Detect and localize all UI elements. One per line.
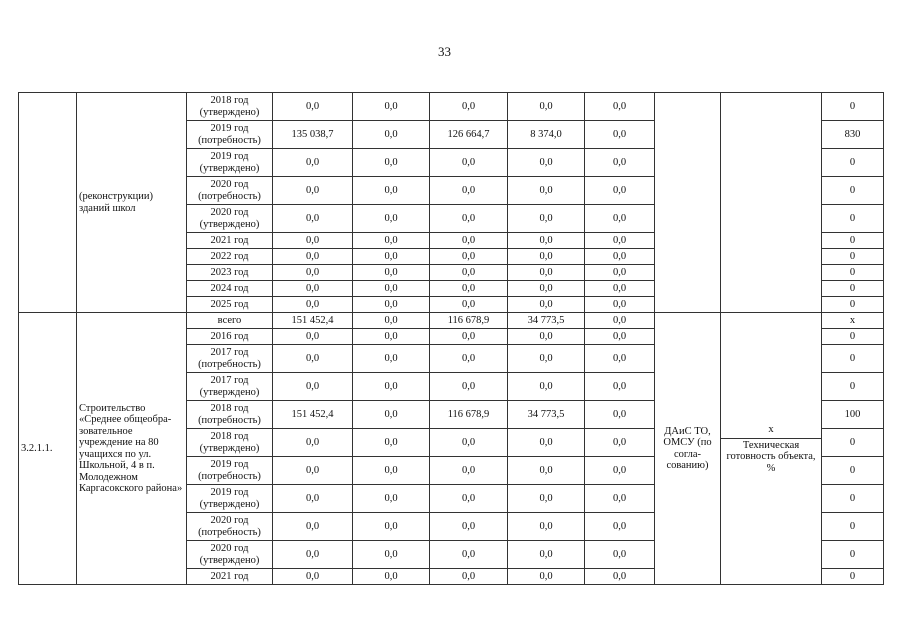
year-cell: 2017 год (потребность) bbox=[187, 345, 273, 373]
amount-cell: 0,0 bbox=[273, 205, 353, 233]
amount-cell: 0,0 bbox=[585, 121, 655, 149]
amount-cell: 0,0 bbox=[273, 249, 353, 265]
amount-cell: 0,0 bbox=[353, 265, 430, 281]
amount-cell: 0,0 bbox=[353, 329, 430, 345]
year-cell: 2018 год (утверждено) bbox=[187, 93, 273, 121]
amount-cell: 0,0 bbox=[353, 149, 430, 177]
amount-cell: 0,0 bbox=[585, 457, 655, 485]
amount-cell: 0,0 bbox=[273, 233, 353, 249]
amount-cell: 0,0 bbox=[508, 149, 585, 177]
amount-cell: 0,0 bbox=[508, 249, 585, 265]
year-cell: 2022 год bbox=[187, 249, 273, 265]
amount-cell: 0,0 bbox=[430, 345, 508, 373]
amount-cell: 0,0 bbox=[430, 233, 508, 249]
amount-cell: 0,0 bbox=[273, 329, 353, 345]
budget-table bbox=[18, 92, 884, 585]
amount-cell: 0,0 bbox=[508, 569, 585, 585]
year-cell: 2021 год bbox=[187, 569, 273, 585]
amount-cell: 0,0 bbox=[353, 345, 430, 373]
amount-cell: 0,0 bbox=[508, 485, 585, 513]
amount-cell: 0,0 bbox=[585, 485, 655, 513]
year-cell: 2019 год (утверждено) bbox=[187, 149, 273, 177]
amount-cell: 0,0 bbox=[430, 429, 508, 457]
indicator-value-cell: 0 bbox=[822, 329, 884, 345]
year-cell: 2019 год (утверждено) bbox=[187, 485, 273, 513]
amount-cell: 0,0 bbox=[585, 569, 655, 585]
amount-cell: 0,0 bbox=[353, 513, 430, 541]
amount-cell: 0,0 bbox=[353, 485, 430, 513]
activity-name-cell: (реконструкции) зданий школ bbox=[77, 93, 187, 313]
amount-cell: 0,0 bbox=[353, 249, 430, 265]
amount-cell: 0,0 bbox=[508, 281, 585, 297]
amount-cell: 0,0 bbox=[353, 457, 430, 485]
amount-cell: 0,0 bbox=[585, 249, 655, 265]
indicator-cell bbox=[721, 93, 822, 313]
amount-cell: 0,0 bbox=[430, 149, 508, 177]
year-cell: 2023 год bbox=[187, 265, 273, 281]
amount-cell: 0,0 bbox=[585, 281, 655, 297]
amount-cell: 0,0 bbox=[353, 121, 430, 149]
amount-cell: 0,0 bbox=[585, 297, 655, 313]
amount-cell: 0,0 bbox=[508, 329, 585, 345]
amount-cell: 0,0 bbox=[273, 297, 353, 313]
amount-cell: 0,0 bbox=[508, 345, 585, 373]
page-number: 33 bbox=[438, 44, 451, 59]
amount-cell: 0,0 bbox=[430, 249, 508, 265]
amount-cell: 0,0 bbox=[585, 205, 655, 233]
table-row bbox=[19, 313, 884, 329]
amount-cell: 0,0 bbox=[273, 93, 353, 121]
amount-cell: 0,0 bbox=[273, 373, 353, 401]
amount-cell: 0,0 bbox=[430, 177, 508, 205]
amount-cell: 0,0 bbox=[430, 485, 508, 513]
amount-cell: 0,0 bbox=[585, 93, 655, 121]
amount-cell: 0,0 bbox=[273, 429, 353, 457]
amount-cell: 0,0 bbox=[430, 457, 508, 485]
executor-cell: ДАиС ТО, ОМСУ (по согла-сованию) bbox=[655, 313, 721, 585]
year-cell: 2021 год bbox=[187, 233, 273, 249]
year-cell: 2020 год (потребность) bbox=[187, 513, 273, 541]
year-cell: 2017 год (утверждено) bbox=[187, 373, 273, 401]
amount-cell: 0,0 bbox=[273, 345, 353, 373]
year-cell: 2020 год (потребность) bbox=[187, 177, 273, 205]
year-cell: 2019 год (потребность) bbox=[187, 121, 273, 149]
amount-cell: 126 664,7 bbox=[430, 121, 508, 149]
activity-name-cell: Строительство «Среднее общеобра-зовательное учреждение на 80 учащихся по ул. Школьной, 4 в п. Молодежном Каргасокского района» bbox=[77, 313, 187, 585]
row-code-cell bbox=[19, 93, 77, 313]
amount-cell: 0,0 bbox=[430, 265, 508, 281]
amount-cell: 0,0 bbox=[353, 205, 430, 233]
indicator-value-cell: 830 bbox=[822, 121, 884, 149]
indicator-value-cell: 0 bbox=[822, 281, 884, 297]
amount-cell: 0,0 bbox=[353, 313, 430, 329]
amount-cell: 0,0 bbox=[585, 149, 655, 177]
amount-cell: 0,0 bbox=[508, 265, 585, 281]
amount-cell: 0,0 bbox=[273, 149, 353, 177]
indicator-value-cell: 0 bbox=[822, 513, 884, 541]
amount-cell: 0,0 bbox=[585, 401, 655, 429]
table-row bbox=[19, 93, 884, 121]
amount-cell: 0,0 bbox=[508, 541, 585, 569]
indicator-value-cell: 0 bbox=[822, 249, 884, 265]
amount-cell: 0,0 bbox=[430, 281, 508, 297]
amount-cell: 0,0 bbox=[585, 329, 655, 345]
amount-cell: 0,0 bbox=[273, 281, 353, 297]
amount-cell: 0,0 bbox=[273, 485, 353, 513]
year-cell: 2018 год (утверждено) bbox=[187, 429, 273, 457]
amount-cell: 0,0 bbox=[585, 429, 655, 457]
indicator-value-cell: 0 bbox=[822, 149, 884, 177]
amount-cell: 135 038,7 bbox=[273, 121, 353, 149]
amount-cell: 0,0 bbox=[585, 373, 655, 401]
amount-cell: 151 452,4 bbox=[273, 313, 353, 329]
amount-cell: 0,0 bbox=[585, 541, 655, 569]
amount-cell: 0,0 bbox=[273, 265, 353, 281]
amount-cell: 0,0 bbox=[585, 233, 655, 249]
amount-cell: 0,0 bbox=[508, 205, 585, 233]
amount-cell: 0,0 bbox=[508, 457, 585, 485]
amount-cell: 34 773,5 bbox=[508, 401, 585, 429]
indicator-value-cell: 0 bbox=[822, 485, 884, 513]
amount-cell: 0,0 bbox=[508, 233, 585, 249]
year-cell: 2020 год (утверждено) bbox=[187, 205, 273, 233]
amount-cell: 0,0 bbox=[353, 297, 430, 313]
amount-cell: 0,0 bbox=[585, 513, 655, 541]
indicator-value-cell: 0 bbox=[822, 233, 884, 249]
amount-cell: 0,0 bbox=[430, 373, 508, 401]
indicator-value-cell: x bbox=[822, 313, 884, 329]
amount-cell: 0,0 bbox=[353, 401, 430, 429]
indicator-value-cell: 0 bbox=[822, 541, 884, 569]
amount-cell: 0,0 bbox=[273, 513, 353, 541]
amount-cell: 0,0 bbox=[353, 233, 430, 249]
year-cell: 2018 год (потребность) bbox=[187, 401, 273, 429]
year-cell: 2025 год bbox=[187, 297, 273, 313]
amount-cell: 151 452,4 bbox=[273, 401, 353, 429]
amount-cell: 0,0 bbox=[430, 297, 508, 313]
amount-cell: 0,0 bbox=[430, 205, 508, 233]
indicator-value-cell: 0 bbox=[822, 297, 884, 313]
amount-cell: 0,0 bbox=[273, 177, 353, 205]
indicator-value-cell: 0 bbox=[822, 429, 884, 457]
amount-cell: 0,0 bbox=[508, 513, 585, 541]
amount-cell: 0,0 bbox=[273, 569, 353, 585]
amount-cell: 0,0 bbox=[508, 177, 585, 205]
amount-cell: 34 773,5 bbox=[508, 313, 585, 329]
amount-cell: 116 678,9 bbox=[430, 401, 508, 429]
amount-cell: 0,0 bbox=[353, 177, 430, 205]
amount-cell: 0,0 bbox=[353, 93, 430, 121]
amount-cell: 0,0 bbox=[508, 373, 585, 401]
executor-cell bbox=[655, 93, 721, 313]
indicator-value-cell: 0 bbox=[822, 265, 884, 281]
amount-cell: 0,0 bbox=[353, 281, 430, 297]
amount-cell: 0,0 bbox=[273, 457, 353, 485]
amount-cell: 0,0 bbox=[353, 429, 430, 457]
year-cell: 2019 год (потребность) bbox=[187, 457, 273, 485]
amount-cell: 0,0 bbox=[430, 569, 508, 585]
amount-cell: 0,0 bbox=[430, 93, 508, 121]
amount-cell: 0,0 bbox=[585, 265, 655, 281]
indicator-value-cell: 0 bbox=[822, 457, 884, 485]
year-cell: 2024 год bbox=[187, 281, 273, 297]
amount-cell: 0,0 bbox=[353, 541, 430, 569]
indicator-total-mark: x bbox=[721, 423, 821, 439]
year-cell: всего bbox=[187, 313, 273, 329]
amount-cell: 0,0 bbox=[430, 513, 508, 541]
amount-cell: 8 374,0 bbox=[508, 121, 585, 149]
indicator-value-cell: 0 bbox=[822, 93, 884, 121]
indicator-value-cell: 0 bbox=[822, 205, 884, 233]
indicator-value-cell: 0 bbox=[822, 345, 884, 373]
amount-cell: 0,0 bbox=[430, 329, 508, 345]
indicator-label: Техническая готовность объекта, % bbox=[726, 439, 816, 474]
year-cell: 2020 год (утверждено) bbox=[187, 541, 273, 569]
indicator-cell bbox=[721, 313, 822, 585]
indicator-value-cell: 0 bbox=[822, 569, 884, 585]
indicator-value-cell: 0 bbox=[822, 373, 884, 401]
row-code-cell: 3.2.1.1. bbox=[19, 313, 77, 585]
table-body bbox=[19, 93, 884, 585]
amount-cell: 0,0 bbox=[585, 313, 655, 329]
amount-cell: 0,0 bbox=[508, 429, 585, 457]
amount-cell: 0,0 bbox=[273, 541, 353, 569]
amount-cell: 0,0 bbox=[353, 569, 430, 585]
amount-cell: 0,0 bbox=[508, 297, 585, 313]
amount-cell: 0,0 bbox=[585, 177, 655, 205]
year-cell: 2016 год bbox=[187, 329, 273, 345]
indicator-value-cell: 0 bbox=[822, 177, 884, 205]
amount-cell: 0,0 bbox=[508, 93, 585, 121]
amount-cell: 0,0 bbox=[585, 345, 655, 373]
amount-cell: 0,0 bbox=[430, 541, 508, 569]
amount-cell: 0,0 bbox=[353, 373, 430, 401]
amount-cell: 116 678,9 bbox=[430, 313, 508, 329]
indicator-value-cell: 100 bbox=[822, 401, 884, 429]
